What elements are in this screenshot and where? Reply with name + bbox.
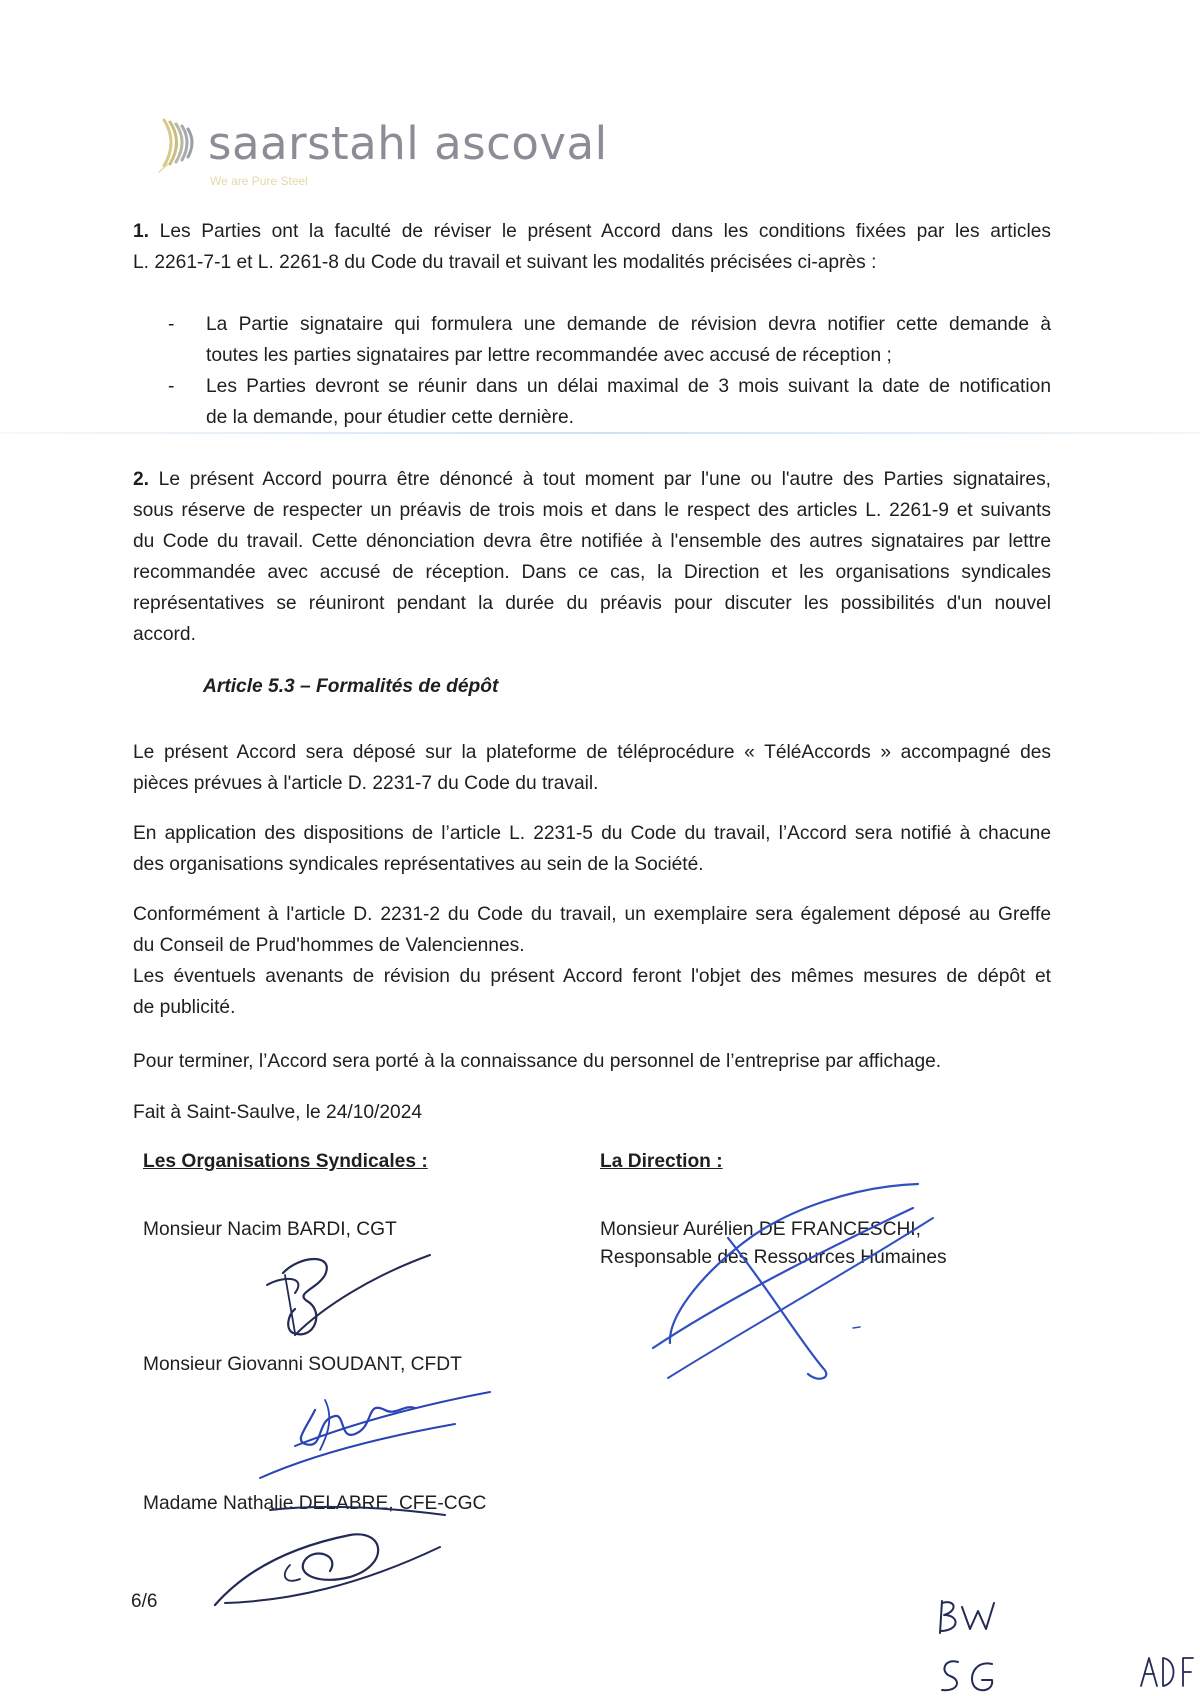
revision-bullet-list [168, 309, 1051, 433]
logo-tagline: We are Pure Steel [210, 174, 308, 188]
initials-adf [1137, 1652, 1197, 1692]
signature-soudant [255, 1380, 505, 1490]
bullet-dash: - [168, 314, 175, 335]
section-1-line-1: 1. Les Parties ont la faculté de réviser le présent Accord dans les conditions fixées par les articles [133, 221, 1051, 242]
union-signatory-cfdt: Monsieur Giovanni SOUDANT, CFDT [143, 1354, 462, 1375]
paragraph-posting: Pour terminer, l’Accord sera porté à la connaissance du personnel de l’entreprise par affichage. [133, 1051, 942, 1072]
signature-de-franceschi [648, 1178, 948, 1383]
paragraph-deposit: Le présent Accord sera déposé sur la plateforme de téléprocédure « TéléAccords » accompagné des pièces prévues à l'article D. 2231-7 du Code du travail. [133, 742, 1051, 794]
section-1-number: 1. [133, 221, 150, 242]
section-1 [133, 216, 1051, 278]
union-signatory-cgt: Monsieur Nacim BARDI, CGT [143, 1219, 397, 1240]
section-2-number: 2. [133, 469, 150, 490]
initials-sg [936, 1656, 1006, 1696]
section-1-line-2: L. 2261-7-1 et L. 2261-8 du Code du travail et suivant les modalités précisées ci-après : [133, 252, 877, 273]
union-signatory-cfe-cgc: Madame Nathalie DELABRE, CFE-CGC [143, 1493, 487, 1514]
place-date: Fait à Saint-Saulve, le 24/10/2024 [133, 1102, 423, 1123]
paragraph-greffe: Conformément à l'article D. 2231-2 du Code du travail, un exemplaire sera également déposé au Greffe du Conseil de Prud'hommes de Valenciennes. Les éventuels avenants de révision du présent Accord feront l'objet des mêmes mesures de dépôt et de publicité. [133, 904, 1051, 1018]
signature-bardi [255, 1245, 445, 1355]
logo-name: saarstahl ascoval [208, 117, 608, 170]
paragraph-notification: En application des dispositions de l’article L. 2231-5 du Code du travail, l’Accord sera notifié à chacune des organisations syndicales représentatives au sein de la Société. [133, 823, 1051, 875]
section-2-line-1: 2. Le présent Accord pourra être dénoncé à tout moment par l'une ou l'autre des Parties signataires, [133, 469, 1051, 490]
scan-artifact-line [0, 432, 1200, 434]
paragraph-amendments: Les éventuels avenants de révision du présent Accord feront l'objet des mêmes mesures de dépôt et [133, 966, 1051, 987]
direction-title: La Direction : [600, 1151, 723, 1172]
company-logo [158, 116, 608, 196]
section-2: 2. Le présent Accord pourra être dénoncé à tout moment par l'une ou l'autre des Parties signataires, sous réserve de respecter un préavis de trois mois et dans le respect des articles L. 2261-9 et suivants du Code du travail. Cette dénonciation devra être notifiée à l'ensemble des autres signataires par lettre recommandée avec accusé de réception. Dans ce cas, la Direction et les organisations syndicales représentatives se réuniront pendant la durée du préavis pour discuter les possibilités d'un nouvel accord. [133, 464, 1051, 650]
logo-waves-icon [158, 116, 208, 176]
unions-title: Les Organisations Syndicales : [143, 1151, 428, 1172]
article-heading: Article 5.3 – Formalités de dépôt [203, 676, 499, 697]
list-item: - La Partie signataire qui formulera une demande de révision devra notifier cette demande à toutes les parties signataires par lettre recommandée avec accusé de réception ; [168, 309, 1051, 371]
director-name: Monsieur Aurélien DE FRANCESCHI, [600, 1219, 921, 1240]
director-role: Responsable des Ressources Humaines [600, 1247, 947, 1268]
list-item: - Les Parties devront se réunir dans un délai maximal de 3 mois suivant la date de notification de la demande, pour étudier cette dernière. [168, 371, 1051, 433]
page-number: 6/6 [131, 1591, 158, 1612]
initials-bw [934, 1593, 1004, 1638]
bullet-dash: - [168, 376, 175, 397]
signature-delabre [210, 1505, 470, 1620]
